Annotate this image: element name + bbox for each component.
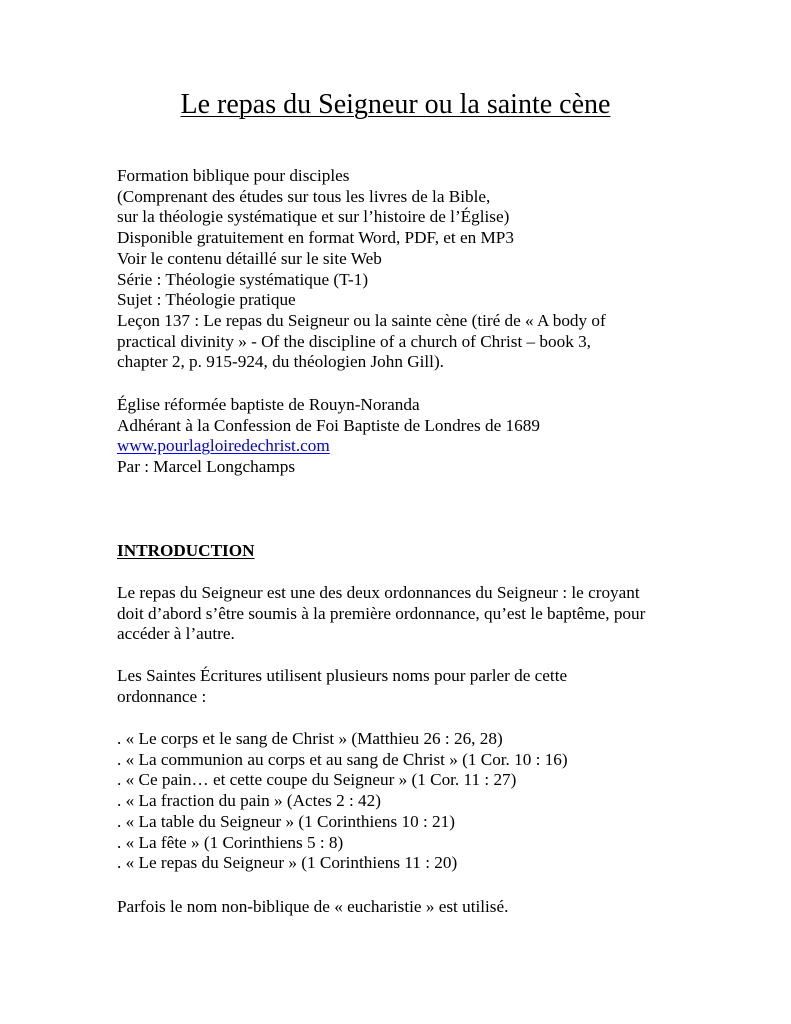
list-item: . « La fête » (1 Corinthiens 5 : 8)	[117, 832, 344, 852]
info-line: Voir le contenu détaillé sur le site Web	[117, 248, 382, 268]
info-line: (Comprenant des études sur tous les livres de la Bible,	[117, 186, 491, 206]
course-info	[117, 166, 697, 373]
list-item: . « La communion au corps et au sang de Christ » (1 Cor. 10 : 16)	[117, 749, 568, 769]
paragraph-line: Les Saintes Écritures utilisent plusieurs noms pour parler de cette	[117, 666, 568, 685]
author-line: Par : Marcel Longchamps	[117, 457, 296, 477]
closing-line: Parfois le nom non-biblique de « eucharistie » est utilisé.	[117, 897, 509, 916]
introduction-section	[117, 541, 697, 562]
info-line: Formation biblique pour disciples	[117, 166, 350, 185]
church-info	[117, 395, 697, 478]
info-line: Disponible gratuitement en format Word, PDF, et en MP3	[117, 228, 514, 248]
confession-line: Adhérant à la Confession de Foi Baptiste de Londres de 1689	[117, 415, 540, 435]
paragraph-line: doit d’abord s’être soumis à la première ordonnance, qu’est le baptême, pour	[117, 603, 646, 623]
list-item: . « Le corps et le sang de Christ » (Matthieu 26 : 26, 28)	[117, 729, 503, 748]
introduction-heading: INTRODUCTION	[117, 541, 255, 560]
paragraph-line: Le repas du Seigneur est une des deux ordonnances du Seigneur : le croyant	[117, 583, 640, 602]
church-name: Église réformée baptiste de Rouyn-Noranda	[117, 395, 420, 414]
info-line: sur la théologie systématique et sur l’histoire de l’Église)	[117, 207, 510, 227]
paragraph-line: ordonnance :	[117, 686, 207, 706]
page-title: Le repas du Seigneur ou la sainte cène	[180, 89, 611, 120]
list-item: . « Le repas du Seigneur » (1 Corinthiens 11 : 20)	[117, 853, 458, 873]
names-list	[117, 729, 697, 874]
lesson-line: chapter 2, p. 915-924, du théologien John Gill).	[117, 352, 444, 372]
paragraph-line: accéder à l’autre.	[117, 624, 235, 644]
lesson-line: Leçon 137 : Le repas du Seigneur ou la sainte cène (tiré de « A body of	[117, 310, 606, 330]
list-item: . « La fraction du pain » (Actes 2 : 42)	[117, 791, 381, 811]
introduction-paragraph-2	[117, 666, 697, 707]
website-link[interactable]: www.pourlagloiredechrist.com	[117, 436, 330, 456]
lesson-line: practical divinity » - Of the discipline of a church of Christ – book 3,	[117, 331, 591, 351]
list-item: . « Ce pain… et cette coupe du Seigneur » (1 Cor. 11 : 27)	[117, 770, 517, 790]
introduction-paragraph-1	[117, 583, 697, 645]
list-item: . « La table du Seigneur » (1 Corinthiens 10 : 21)	[117, 811, 455, 831]
series-line: Série : Théologie systématique (T-1)	[117, 269, 369, 289]
subject-line: Sujet : Théologie pratique	[117, 290, 296, 310]
closing-paragraph	[117, 897, 697, 918]
